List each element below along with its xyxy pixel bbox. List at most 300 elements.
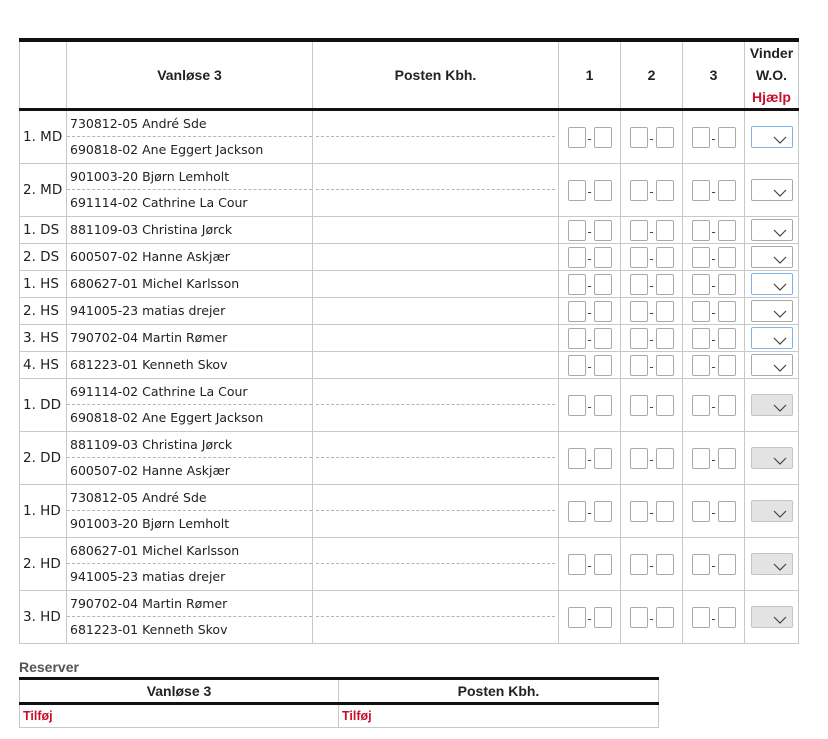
away-score-input[interactable] <box>656 220 674 241</box>
set-3-score <box>683 271 745 298</box>
away-score-input[interactable] <box>718 301 736 322</box>
home-score-input[interactable] <box>692 274 710 295</box>
away-score-input[interactable] <box>718 247 736 268</box>
away-score-input[interactable] <box>718 220 736 241</box>
player-entry: 691114-02 Cathrine La Cour <box>67 379 312 405</box>
set-3-score <box>683 591 745 644</box>
home-players <box>67 352 313 379</box>
away-score-input[interactable] <box>656 247 674 268</box>
home-score-input[interactable] <box>692 554 710 575</box>
winner-select[interactable] <box>751 394 793 416</box>
player-entry: 881109-03 Christina Jørck <box>67 432 312 458</box>
winner-cell <box>745 271 799 298</box>
score-separator: - <box>649 306 654 320</box>
player-entry: 690818-02 Ane Eggert Jackson <box>70 142 264 157</box>
away-score-input[interactable] <box>718 180 736 201</box>
score-separator: - <box>711 225 716 239</box>
away-players[interactable] <box>313 432 559 485</box>
away-score-input[interactable] <box>594 328 612 349</box>
home-players <box>67 164 313 217</box>
away-score-input[interactable] <box>718 328 736 349</box>
winner-cell <box>745 164 799 217</box>
winner-select[interactable] <box>751 500 793 522</box>
away-score-input[interactable] <box>718 501 736 522</box>
home-score-input[interactable] <box>568 501 586 522</box>
away-player-slot[interactable] <box>316 432 555 458</box>
chevron-down-icon <box>773 332 787 344</box>
match-label: 2. DS <box>20 244 67 271</box>
match-row <box>20 271 799 298</box>
away-score-input[interactable] <box>594 220 612 241</box>
away-players[interactable] <box>313 271 559 298</box>
home-players <box>67 379 313 432</box>
away-score-input[interactable] <box>594 501 612 522</box>
chevron-down-icon <box>773 131 787 143</box>
away-player-slot[interactable] <box>316 485 555 511</box>
score-separator: - <box>587 612 592 626</box>
score-separator: - <box>711 252 716 266</box>
home-score-input[interactable] <box>692 127 710 148</box>
winner-select[interactable] <box>751 219 793 241</box>
away-players[interactable] <box>313 110 559 164</box>
score-separator: - <box>587 453 592 467</box>
away-score-input[interactable] <box>656 395 674 416</box>
home-players <box>67 432 313 485</box>
winner-cell <box>745 538 799 591</box>
away-players[interactable] <box>313 538 559 591</box>
match-table <box>19 38 799 644</box>
home-score-input[interactable] <box>568 274 586 295</box>
player-entry: 790702-04 Martin Rømer <box>67 591 312 617</box>
away-score-input[interactable] <box>718 554 736 575</box>
player-entry: 600507-02 Hanne Askjær <box>70 463 230 478</box>
away-score-input[interactable] <box>656 328 674 349</box>
away-players[interactable] <box>313 379 559 432</box>
player-entry: 881109-03 Christina Jørck <box>70 222 233 237</box>
away-player-slot[interactable] <box>313 325 558 351</box>
away-score-input[interactable] <box>594 395 612 416</box>
away-players[interactable] <box>313 298 559 325</box>
set-3-score <box>683 325 745 352</box>
home-score-input[interactable] <box>630 395 648 416</box>
set-1-score <box>559 352 621 379</box>
score-separator: - <box>649 506 654 520</box>
set-1-score <box>559 432 621 485</box>
home-score-input[interactable] <box>568 554 586 575</box>
set-2-score <box>621 164 683 217</box>
away-score-input[interactable] <box>594 448 612 469</box>
away-score-input[interactable] <box>656 180 674 201</box>
winner-cell <box>745 110 799 164</box>
winner-select[interactable] <box>751 327 793 349</box>
player-entry: 691114-02 Cathrine La Cour <box>70 195 248 210</box>
score-separator: - <box>649 333 654 347</box>
score-separator: - <box>711 333 716 347</box>
away-player-slot[interactable] <box>313 511 558 537</box>
home-score-input[interactable] <box>692 328 710 349</box>
home-players <box>67 110 313 164</box>
home-score-input[interactable] <box>568 247 586 268</box>
away-score-input[interactable] <box>594 355 612 376</box>
winner-cell <box>745 352 799 379</box>
match-row <box>20 298 799 325</box>
set-3-score <box>683 244 745 271</box>
away-score-input[interactable] <box>656 448 674 469</box>
player-entry: 680627-01 Michel Karlsson <box>67 538 312 564</box>
match-row <box>20 485 799 538</box>
score-separator: - <box>649 400 654 414</box>
winner-select[interactable] <box>751 354 793 376</box>
header-label-blank <box>20 40 67 110</box>
score-separator: - <box>587 185 592 199</box>
away-player-slot[interactable] <box>316 538 555 564</box>
away-score-input[interactable] <box>594 274 612 295</box>
set-2-score <box>621 352 683 379</box>
match-row <box>20 217 799 244</box>
player-entry: 681223-01 Kenneth Skov <box>70 622 228 637</box>
score-separator: - <box>649 612 654 626</box>
away-player-slot[interactable] <box>313 458 558 484</box>
winner-select[interactable] <box>751 606 793 628</box>
winner-cell <box>745 379 799 432</box>
home-score-input[interactable] <box>692 180 710 201</box>
away-score-input[interactable] <box>594 554 612 575</box>
score-separator: - <box>587 400 592 414</box>
player-entry: 901003-20 Bjørn Lemholt <box>67 164 312 190</box>
set-1-score <box>559 298 621 325</box>
match-label: 2. MD <box>20 164 67 217</box>
score-separator: - <box>649 279 654 293</box>
player-entry: 941005-23 matias drejer <box>70 569 226 584</box>
away-players[interactable] <box>313 325 559 352</box>
set-3-score <box>683 538 745 591</box>
help-link[interactable]: Hjælp <box>752 89 791 105</box>
reserves-header <box>20 679 659 704</box>
winner-select[interactable] <box>751 179 793 201</box>
set-3-score <box>683 379 745 432</box>
score-separator: - <box>711 360 716 374</box>
score-separator: - <box>711 506 716 520</box>
away-score-input[interactable] <box>594 180 612 201</box>
score-separator: - <box>711 306 716 320</box>
reserves-table <box>19 677 659 728</box>
reserves-row <box>20 704 659 728</box>
match-label: 2. HD <box>20 538 67 591</box>
home-score-input[interactable] <box>568 127 586 148</box>
winner-select[interactable] <box>751 447 793 469</box>
chevron-down-icon <box>773 224 787 236</box>
match-row <box>20 432 799 485</box>
set-3-score <box>683 485 745 538</box>
winner-select[interactable] <box>751 553 793 575</box>
match-label: 1. HD <box>20 485 67 538</box>
score-separator: - <box>711 279 716 293</box>
set-1-score <box>559 271 621 298</box>
home-players <box>67 244 313 271</box>
set-3-score <box>683 298 745 325</box>
set-2-score <box>621 485 683 538</box>
score-separator: - <box>587 279 592 293</box>
winner-select[interactable] <box>751 300 793 322</box>
reserves-away-add-link[interactable]: Tilføj <box>339 704 659 728</box>
away-score-input[interactable] <box>718 127 736 148</box>
set-2-score <box>621 271 683 298</box>
score-separator: - <box>649 252 654 266</box>
chevron-down-icon <box>773 305 787 317</box>
set-2-score <box>621 538 683 591</box>
away-player-slot[interactable] <box>316 379 555 405</box>
away-player-slot[interactable] <box>313 244 558 270</box>
set-1-score <box>559 485 621 538</box>
away-score-input[interactable] <box>718 448 736 469</box>
score-separator: - <box>649 185 654 199</box>
header-winner-label: Vinder <box>749 45 794 61</box>
match-table-header <box>20 40 799 110</box>
chevron-down-icon <box>773 399 787 411</box>
away-score-input[interactable] <box>656 607 674 628</box>
score-separator: - <box>587 252 592 266</box>
score-separator: - <box>587 559 592 573</box>
away-score-input[interactable] <box>594 607 612 628</box>
set-2-score <box>621 110 683 164</box>
match-label: 1. DD <box>20 379 67 432</box>
score-separator: - <box>587 360 592 374</box>
away-player-slot[interactable] <box>313 271 558 297</box>
away-players[interactable] <box>313 164 559 217</box>
match-row <box>20 379 799 432</box>
winner-cell <box>745 298 799 325</box>
away-score-input[interactable] <box>656 355 674 376</box>
away-score-input[interactable] <box>718 395 736 416</box>
match-label: 2. HS <box>20 298 67 325</box>
winner-cell <box>745 325 799 352</box>
away-score-input[interactable] <box>594 247 612 268</box>
home-players <box>67 298 313 325</box>
home-score-input[interactable] <box>630 554 648 575</box>
set-1-score <box>559 325 621 352</box>
home-score-input[interactable] <box>692 355 710 376</box>
away-player-slot[interactable] <box>313 190 558 216</box>
match-row <box>20 164 799 217</box>
score-separator: - <box>711 400 716 414</box>
chevron-down-icon <box>773 452 787 464</box>
away-score-input[interactable] <box>718 274 736 295</box>
chevron-down-icon <box>773 505 787 517</box>
set-2-score <box>621 379 683 432</box>
score-separator: - <box>649 132 654 146</box>
away-player-slot[interactable] <box>313 617 558 643</box>
header-winner <box>745 40 799 110</box>
match-label: 4. HS <box>20 352 67 379</box>
home-score-input[interactable] <box>630 328 648 349</box>
score-separator: - <box>587 225 592 239</box>
set-1-score <box>559 591 621 644</box>
player-entry: 600507-02 Hanne Askjær <box>70 249 230 264</box>
score-separator: - <box>711 185 716 199</box>
chevron-down-icon <box>773 359 787 371</box>
home-score-input[interactable] <box>630 448 648 469</box>
away-players[interactable] <box>313 244 559 271</box>
away-player-slot[interactable] <box>313 217 558 243</box>
player-entry: 901003-20 Bjørn Lemholt <box>70 516 230 531</box>
set-1-score <box>559 217 621 244</box>
away-score-input[interactable] <box>656 127 674 148</box>
away-score-input[interactable] <box>656 501 674 522</box>
away-player-slot[interactable] <box>313 405 558 431</box>
away-player-slot[interactable] <box>316 111 555 137</box>
home-score-input[interactable] <box>630 607 648 628</box>
match-row <box>20 352 799 379</box>
chevron-down-icon <box>773 558 787 570</box>
score-separator: - <box>649 225 654 239</box>
reserves-away-team: Posten Kbh. <box>339 679 659 704</box>
match-label: 3. HD <box>20 591 67 644</box>
score-separator: - <box>587 306 592 320</box>
chevron-down-icon <box>773 251 787 263</box>
set-1-score <box>559 244 621 271</box>
header-wo-label: W.O. <box>755 67 788 83</box>
match-label: 1. HS <box>20 271 67 298</box>
player-entry: 681223-01 Kenneth Skov <box>70 357 228 372</box>
winner-select[interactable] <box>751 246 793 268</box>
player-entry: 730812-05 André Sde <box>67 111 312 137</box>
player-entry: 730812-05 André Sde <box>67 485 312 511</box>
winner-cell <box>745 244 799 271</box>
score-separator: - <box>587 333 592 347</box>
winner-cell <box>745 485 799 538</box>
away-players[interactable] <box>313 352 559 379</box>
winner-cell <box>745 217 799 244</box>
home-score-input[interactable] <box>630 274 648 295</box>
set-3-score <box>683 110 745 164</box>
away-player-slot[interactable] <box>313 298 558 324</box>
home-score-input[interactable] <box>568 607 586 628</box>
set-2-score <box>621 217 683 244</box>
away-players[interactable] <box>313 217 559 244</box>
away-players[interactable] <box>313 485 559 538</box>
away-score-input[interactable] <box>594 127 612 148</box>
home-score-input[interactable] <box>692 448 710 469</box>
match-row <box>20 591 799 644</box>
home-score-input[interactable] <box>630 501 648 522</box>
match-label: 1. DS <box>20 217 67 244</box>
home-score-input[interactable] <box>568 395 586 416</box>
away-players[interactable] <box>313 591 559 644</box>
score-separator: - <box>587 132 592 146</box>
home-score-input[interactable] <box>692 607 710 628</box>
home-score-input[interactable] <box>630 355 648 376</box>
home-score-input[interactable] <box>630 247 648 268</box>
player-entry: 680627-01 Michel Karlsson <box>70 276 240 291</box>
reserves-home-team: Vanløse 3 <box>20 679 339 704</box>
away-score-input[interactable] <box>656 274 674 295</box>
home-score-input[interactable] <box>630 127 648 148</box>
home-score-input[interactable] <box>630 180 648 201</box>
home-players <box>67 538 313 591</box>
match-row <box>20 325 799 352</box>
match-label: 1. MD <box>20 110 67 164</box>
home-score-input[interactable] <box>568 180 586 201</box>
away-player-slot[interactable] <box>316 164 555 190</box>
away-player-slot[interactable] <box>313 564 558 590</box>
score-separator: - <box>711 453 716 467</box>
home-score-input[interactable] <box>568 328 586 349</box>
chevron-down-icon <box>773 611 787 623</box>
player-entry: 690818-02 Ane Eggert Jackson <box>70 410 264 425</box>
chevron-down-icon <box>773 184 787 196</box>
home-score-input[interactable] <box>568 355 586 376</box>
away-score-input[interactable] <box>656 301 674 322</box>
score-separator: - <box>649 360 654 374</box>
winner-select[interactable] <box>751 273 793 295</box>
match-row <box>20 538 799 591</box>
winner-cell <box>745 432 799 485</box>
home-players <box>67 325 313 352</box>
set-2-score <box>621 298 683 325</box>
home-score-input[interactable] <box>568 448 586 469</box>
away-score-input[interactable] <box>656 554 674 575</box>
home-score-input[interactable] <box>692 247 710 268</box>
match-label: 3. HS <box>20 325 67 352</box>
set-1-score <box>559 164 621 217</box>
home-score-input[interactable] <box>630 301 648 322</box>
home-players <box>67 485 313 538</box>
set-3-score <box>683 432 745 485</box>
player-entry: 941005-23 matias drejer <box>70 303 226 318</box>
winner-select[interactable] <box>751 126 793 148</box>
set-3-score <box>683 217 745 244</box>
chevron-down-icon <box>773 278 787 290</box>
match-row <box>20 244 799 271</box>
home-score-input[interactable] <box>568 220 586 241</box>
score-separator: - <box>711 132 716 146</box>
home-players <box>67 271 313 298</box>
score-separator: - <box>587 506 592 520</box>
set-2-score <box>621 244 683 271</box>
home-players <box>67 591 313 644</box>
away-score-input[interactable] <box>718 607 736 628</box>
reserves-title: Reserver <box>19 659 79 675</box>
home-score-input[interactable] <box>630 220 648 241</box>
away-score-input[interactable] <box>718 355 736 376</box>
home-score-input[interactable] <box>692 501 710 522</box>
home-players <box>67 217 313 244</box>
header-set-1: 1 <box>559 40 621 110</box>
header-home-team: Vanløse 3 <box>67 40 313 110</box>
score-separator: - <box>649 453 654 467</box>
home-score-input[interactable] <box>692 220 710 241</box>
set-2-score <box>621 591 683 644</box>
set-3-score <box>683 164 745 217</box>
match-label: 2. DD <box>20 432 67 485</box>
home-score-input[interactable] <box>692 395 710 416</box>
away-player-slot[interactable] <box>313 137 558 163</box>
away-player-slot[interactable] <box>316 591 555 617</box>
header-set-3: 3 <box>683 40 745 110</box>
player-entry: 790702-04 Martin Rømer <box>70 330 228 345</box>
away-player-slot[interactable] <box>313 352 558 378</box>
set-2-score <box>621 432 683 485</box>
score-separator: - <box>649 559 654 573</box>
match-row <box>20 110 799 164</box>
set-2-score <box>621 325 683 352</box>
home-score-input[interactable] <box>692 301 710 322</box>
home-score-input[interactable] <box>568 301 586 322</box>
header-away-team: Posten Kbh. <box>313 40 559 110</box>
away-score-input[interactable] <box>594 301 612 322</box>
score-separator: - <box>711 612 716 626</box>
reserves-home-add-link[interactable]: Tilføj <box>20 704 339 728</box>
